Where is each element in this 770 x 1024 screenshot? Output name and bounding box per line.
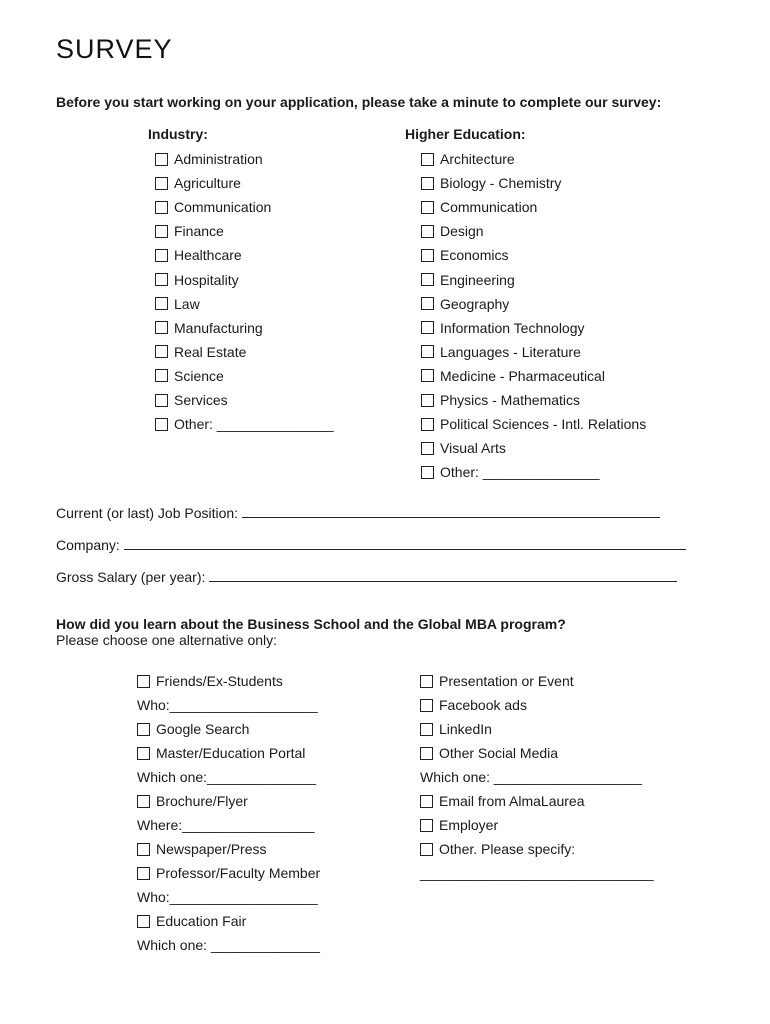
education-option[interactable] xyxy=(421,343,581,361)
checkbox[interactable] xyxy=(137,795,150,808)
job-position-line[interactable] xyxy=(242,504,660,518)
industry-option-label: Manufacturing xyxy=(174,319,263,336)
industry-option-label: Real Estate xyxy=(174,343,247,360)
source-email-option[interactable]: Email from AlmaLaurea xyxy=(420,792,585,810)
education-option[interactable] xyxy=(421,391,580,409)
industry-option[interactable] xyxy=(155,343,246,361)
source-newspaper-option[interactable]: Newspaper/Press xyxy=(137,840,267,858)
checkbox[interactable] xyxy=(155,394,168,407)
source-social-option[interactable]: Other Social Media xyxy=(420,744,558,762)
checkbox[interactable] xyxy=(155,153,168,166)
industry-option[interactable] xyxy=(155,391,228,409)
source-question: How did you learn about the Business School and the Global MBA program? xyxy=(56,616,566,632)
industry-option-label: Law xyxy=(174,295,200,312)
education-option-label: Communication xyxy=(440,199,538,216)
industry-heading: Industry: xyxy=(148,126,208,142)
industry-option[interactable] xyxy=(155,295,200,313)
company-label: Company: xyxy=(56,537,120,553)
education-option-label: Visual Arts xyxy=(440,440,506,457)
education-option-label: Geography xyxy=(440,295,510,312)
checkbox[interactable] xyxy=(155,369,168,382)
education-option-label: Languages - Literature xyxy=(440,343,581,360)
source-question-subtitle: Please choose one alternative only: xyxy=(56,632,278,648)
checkbox[interactable] xyxy=(155,418,168,431)
social-which-field[interactable]: Which one: ___________________ xyxy=(420,769,642,785)
salary-line[interactable] xyxy=(209,568,677,582)
education-option[interactable] xyxy=(421,222,484,240)
education-option-label: Biology - Chemistry xyxy=(440,175,562,192)
education-option-label: Design xyxy=(440,223,484,240)
education-option[interactable] xyxy=(421,319,585,337)
checkbox[interactable] xyxy=(155,273,168,286)
education-option[interactable] xyxy=(421,246,508,264)
checkbox[interactable] xyxy=(421,466,434,479)
checkbox[interactable] xyxy=(421,394,434,407)
checkbox[interactable] xyxy=(155,249,168,262)
checkbox[interactable] xyxy=(137,843,150,856)
checkbox[interactable] xyxy=(421,369,434,382)
source-brochure-option[interactable]: Brochure/Flyer xyxy=(137,792,248,810)
industry-option-label: Science xyxy=(174,367,224,384)
education-option[interactable] xyxy=(421,295,509,313)
checkbox[interactable] xyxy=(420,819,433,832)
checkbox[interactable] xyxy=(155,225,168,238)
professor-who-field[interactable]: Who:___________________ xyxy=(137,889,318,905)
checkbox[interactable] xyxy=(420,843,433,856)
education-option-label: Medicine - Pharmaceutical xyxy=(440,367,605,384)
education-option[interactable] xyxy=(421,463,600,481)
checkbox[interactable] xyxy=(420,699,433,712)
industry-option-label: Healthcare xyxy=(174,247,242,264)
checkbox[interactable] xyxy=(155,201,168,214)
checkbox[interactable] xyxy=(421,442,434,455)
job-position-label: Current (or last) Job Position: xyxy=(56,505,239,521)
checkbox[interactable] xyxy=(420,723,433,736)
education-option[interactable] xyxy=(421,174,561,192)
checkbox[interactable] xyxy=(137,867,150,880)
education-option-label: Physics - Mathematics xyxy=(440,392,581,408)
source-other-option[interactable]: Other. Please specify: xyxy=(420,840,575,858)
education-option-label: Architecture xyxy=(440,151,515,167)
source-professor-option[interactable]: Professor/Faculty Member xyxy=(137,864,320,882)
industry-option[interactable] xyxy=(155,222,224,240)
checkbox[interactable] xyxy=(155,297,168,310)
other-specify-field[interactable]: ______________________________ xyxy=(420,865,654,881)
industry-option-label: Communication xyxy=(174,199,272,216)
survey-intro: Before you start working on your application, please take a minute to complete our survey: xyxy=(56,94,662,110)
source-friends-option[interactable]: Friends/Ex-Students xyxy=(137,672,283,690)
checkbox[interactable] xyxy=(420,795,433,808)
industry-option-label: Hospitality xyxy=(174,271,239,288)
source-google-option[interactable]: Google Search xyxy=(137,720,249,738)
source-employer-option[interactable]: Employer xyxy=(420,816,498,834)
checkbox[interactable] xyxy=(420,675,433,688)
education-option-label: Other: _______________ xyxy=(440,464,600,481)
salary-label: Gross Salary (per year): xyxy=(56,569,206,585)
industry-option-label: Finance xyxy=(174,223,224,240)
friends-who-field[interactable]: Who:___________________ xyxy=(137,697,318,713)
source-portal-option[interactable]: Master/Education Portal xyxy=(137,744,305,762)
education-option[interactable] xyxy=(421,271,515,289)
checkbox[interactable] xyxy=(421,225,434,238)
checkbox[interactable] xyxy=(137,747,150,760)
education-option[interactable] xyxy=(421,150,515,168)
industry-option[interactable] xyxy=(155,271,239,289)
industry-option-label: Agriculture xyxy=(174,175,241,192)
industry-option[interactable] xyxy=(155,150,263,168)
industry-option[interactable] xyxy=(155,415,334,433)
checkbox[interactable] xyxy=(421,297,434,310)
checkbox[interactable] xyxy=(155,177,168,190)
source-fair-option[interactable]: Education Fair xyxy=(137,912,246,930)
industry-option-label: Other: _______________ xyxy=(174,416,334,433)
education-option[interactable] xyxy=(421,415,646,433)
education-heading: Higher Education: xyxy=(405,126,526,142)
company-line[interactable] xyxy=(124,536,686,550)
education-option-label: Political Sciences - Intl. Relations xyxy=(440,416,647,433)
checkbox[interactable] xyxy=(421,249,434,262)
page-title: SURVEY xyxy=(56,34,173,64)
salary-field[interactable] xyxy=(56,568,677,586)
checkbox[interactable] xyxy=(421,345,434,358)
industry-option[interactable] xyxy=(155,198,271,216)
checkbox[interactable] xyxy=(421,201,434,214)
industry-option[interactable] xyxy=(155,246,242,264)
fair-which-field[interactable]: Which one: ______________ xyxy=(137,937,320,953)
checkbox[interactable] xyxy=(137,675,150,688)
education-option-label: Engineering xyxy=(440,271,515,288)
brochure-where-field[interactable]: Where:_________________ xyxy=(137,817,315,833)
checkbox[interactable] xyxy=(421,418,434,431)
checkbox[interactable] xyxy=(421,177,434,190)
checkbox[interactable] xyxy=(137,915,150,928)
checkbox[interactable] xyxy=(421,153,434,166)
checkbox[interactable] xyxy=(420,747,433,760)
industry-option[interactable] xyxy=(155,367,224,385)
job-position-field[interactable] xyxy=(56,504,660,522)
education-option-label: Information Technology xyxy=(440,319,585,336)
checkbox[interactable] xyxy=(155,321,168,334)
industry-option-label: Administration xyxy=(174,151,263,167)
source-linkedin-option[interactable]: LinkedIn xyxy=(420,720,492,738)
industry-option[interactable] xyxy=(155,319,263,337)
checkbox[interactable] xyxy=(421,321,434,334)
checkbox[interactable] xyxy=(137,723,150,736)
industry-option[interactable] xyxy=(155,174,241,192)
education-option-label: Economics xyxy=(440,247,509,264)
portal-which-field[interactable]: Which one:______________ xyxy=(137,769,317,785)
education-option[interactable] xyxy=(421,367,605,385)
source-presentation-option[interactable]: Presentation or Event xyxy=(420,672,574,690)
industry-option-label: Services xyxy=(174,392,228,408)
company-field[interactable] xyxy=(56,536,686,554)
education-option[interactable] xyxy=(421,198,537,216)
checkbox[interactable] xyxy=(155,345,168,358)
education-option[interactable] xyxy=(421,439,506,457)
source-facebook-option[interactable]: Facebook ads xyxy=(420,696,527,714)
checkbox[interactable] xyxy=(421,273,434,286)
